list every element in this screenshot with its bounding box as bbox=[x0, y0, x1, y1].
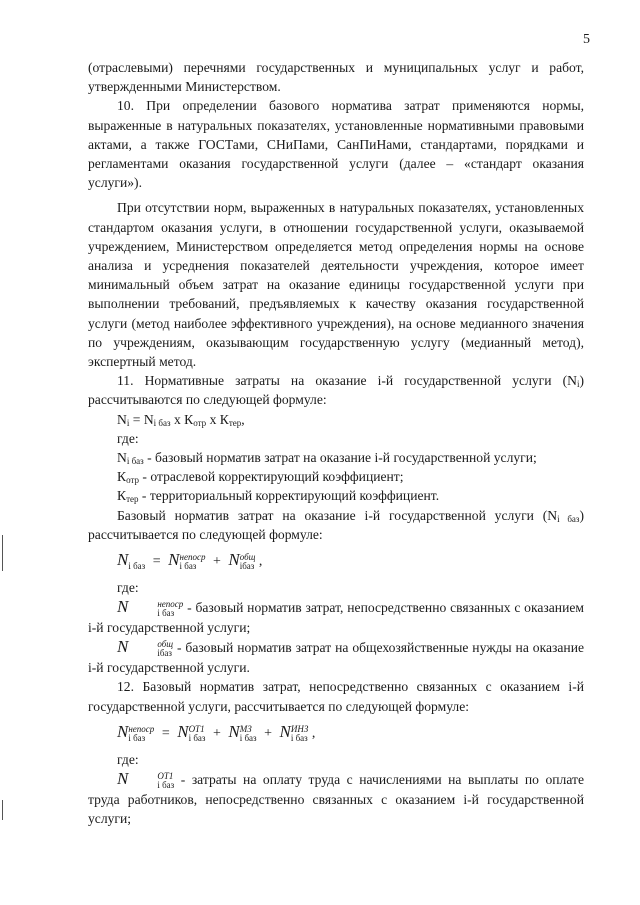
paragraph: 12. Базовый норматив затрат, непосредственно связанных с оказанием i-й государственной услуги, рассчитывается по следующей формуле: bbox=[88, 679, 584, 714]
scan-mark bbox=[2, 535, 3, 571]
body-text bbox=[88, 58, 584, 828]
definition: $N_{i баз}$ - базовый норматив затрат на оказание i-й государственной услуги; bbox=[117, 450, 537, 467]
where-label: где: bbox=[117, 430, 139, 446]
paragraph: 10. При определении базового норматива затрат применяются нормы, выраженные в натуральных показателях, установленные нормативными правовыми актами, а также ГОСТами, СНиПами, СанПиНами, стандартами, порядками и регламентами оказания государственной услуги (далее – «стандарт оказания услуги»). bbox=[88, 98, 584, 191]
formula-direct-cost: N непоср i баз = N ОТ1 i баз + N МЗ i баз + N ИНЗ i баз , bbox=[117, 721, 316, 743]
paragraph: При отсутствии норм, выраженных в натуральных показателях, установленных стандартом оказания услуги, в отношении государственной услуги, оказываемой учреждением, Министерством определяется метод определения нормы на основе анализа и усреднения показателей деятельности учреждения, которое имеет минимальный объем затрат на оказание единицы государственной услуги при выполнении требований, предъявляемых к качеству оказания государственной услуги (метод наиболее эффективного учреждения), на основе медианного значения по учреждениям, оказывающим государственную услугу (медианный метод), экспертный метод. bbox=[88, 200, 584, 370]
paragraph: 11. Нормативные затраты на оказание i-й государственной услуги $(N_i)$ рассчитываются по следующей формуле: bbox=[88, 373, 584, 408]
where-label: где: bbox=[117, 580, 139, 596]
definition: N ОТ1 i баз - затраты на оплату труда с начислениями на выплаты по оплате труда работников, непосредственно связанных с оказанием i-й государственной услуги; bbox=[88, 769, 584, 827]
definition: N общ iбаз - базовый норматив затрат на общехозяйственные нужды на оказание i-й государственной услуги. bbox=[88, 637, 584, 676]
definition: $К_{тер}$ - территориальный корректирующий коэффициент. bbox=[117, 488, 440, 505]
paragraph: (отраслевыми) перечнями государственных и муниципальных услуг и работ, утвержденными Министерством. bbox=[88, 60, 584, 95]
definition: N непоср i баз - базовый норматив затрат, непосредственно связанных с оказанием i-й государственной услуги; bbox=[88, 597, 584, 636]
formula-nominal-cost: $N_i = N_{i баз}$ x $К_{отр}$ x $К_{тер}$, bbox=[117, 411, 245, 428]
where-label: где: bbox=[117, 751, 139, 767]
definition: $К_{отр}$ - отраслевой корректирующий коэффициент; bbox=[117, 469, 404, 486]
scan-mark bbox=[2, 800, 3, 820]
paragraph: Базовый норматив затрат на оказание i-й государственной услуги $(N_{i баз})$ рассчитывается по следующей формуле: bbox=[88, 507, 584, 542]
page-number: 5 bbox=[583, 32, 590, 47]
formula-base-cost: N i баз = N непоср i баз + N общ iбаз , bbox=[117, 550, 263, 571]
